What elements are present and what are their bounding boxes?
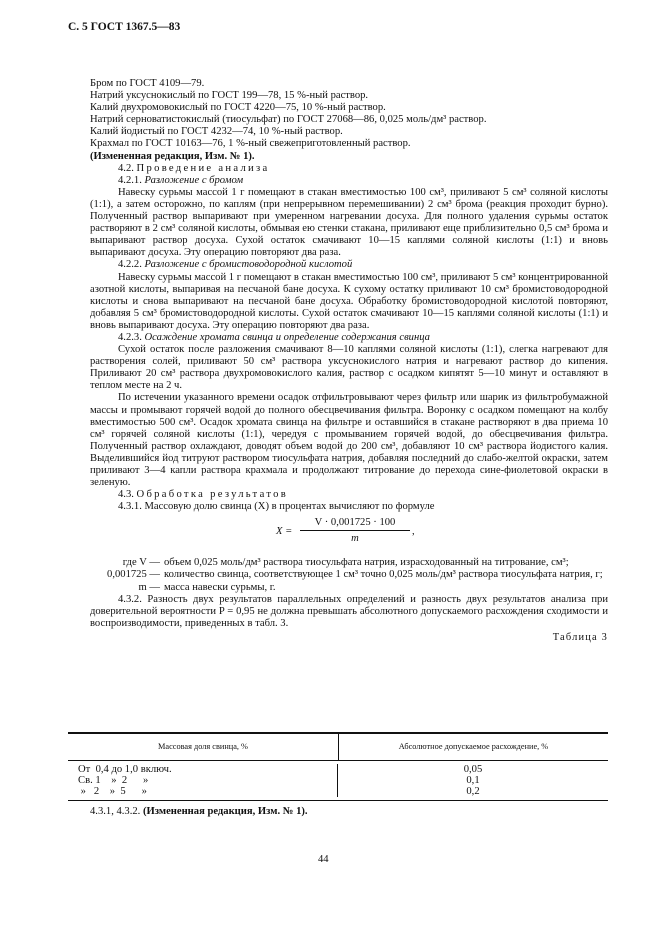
edition-note: (Измененная редакция, Изм. № 1). xyxy=(142,806,308,817)
reagent-item: Натрий серноватистокислый (тиосульфат) по ГОСТ 27068—86, 0,025 моль/дм³ раствор. xyxy=(90,114,487,126)
section-number: 4.2.3. xyxy=(118,331,142,343)
reagent-item: Крахмал по ГОСТ 10163—76, 1 %-ный свежеприготовленный раствор. xyxy=(90,138,411,150)
section-title: Проведение анализа xyxy=(136,162,270,174)
section-4-2-3-text-2: По истечении указанного времени осадок отфильтровывают через фильтр или шарик из фильтробумажной массы и промывают горячей водой до полного обесцвечивания фильтра. Воронку с осадком помещают на колбу вместимостью 500 см³. Осадок хромата свинца на фильтре и оставшийся в стакане растворяют в два приема 10 см³ горячей соляной кислоты (1:1), чередуя с промыванием горячей водой, до обесцвечивания фильтра. Полученный раствор охлаждают, доводят объем водой до 200 см³, добавляют 10 см³ раствора йодистого калия. Выделившийся йод титруют раствором тиосульфата натрия, добавляя последний до слабо-желтой окраски, затем приливают 3—4 капли раствора крахмала и продолжают титрование до перехода сине-фиолетовой окраски в зеленую. xyxy=(90,392,608,489)
table-header-cell: Абсолютное допускаемое расхождение, % xyxy=(398,741,549,751)
section-number: 4.2. xyxy=(118,162,134,174)
section-number: 4.2.1. xyxy=(118,174,142,186)
table-header-row xyxy=(68,734,608,761)
reagent-item: Натрий уксуснокислый по ГОСТ 199—78, 15 %-ный раствор. xyxy=(90,90,369,102)
definition-item xyxy=(90,582,608,594)
reagent-item: Калий двухромовокислый по ГОСТ 4220—75, 10 %-ный раствор. xyxy=(90,102,386,114)
table-cell: От 0,4 до 1,0 включ. xyxy=(78,764,172,775)
edition-note-footer xyxy=(90,806,308,818)
formula-numerator: V · 0,001725 · 100 xyxy=(300,517,410,531)
table-body xyxy=(68,761,608,801)
section-4-2-1-text: Навеску сурьмы массой 1 г помещают в стакан вместимостью 100 см³, приливают 5 см³ соляной кислоты (1:1), а затем осторожно, по каплям (при непрерывном перемешивании) 2 см³ брома (реакция проходит бурно). Полученный раствор выпаривают при умеренном нагревании досуха. Для полного удаления сурьмы остаток растворяют в 2 см³ соляной кислоты, обмывая ею стенки стакана, приливают еще приблизительно 0,5 см³ брома и выпаривают раствор досуха. Сухой остаток смачивают 10—15 каплями соляной кислоты (1:1) и вновь выпаривают досуха. Эту операцию повторяют два раза. xyxy=(90,186,608,259)
section-4-2-1-heading xyxy=(90,175,608,187)
section-title: Разложение с бромистоводородной кислотой xyxy=(144,259,353,271)
formula-lhs: X = xyxy=(276,526,293,538)
section-title: Разложение с бромом xyxy=(144,174,244,186)
section-numbers: 4.3.1, 4.3.2. xyxy=(90,806,141,817)
definition-text: объем 0,025 моль/дм³ раствора тиосульфата натрия, израсходованный на титрование, см³; xyxy=(164,557,569,569)
reagent-item: Бром по ГОСТ 4109—79. xyxy=(90,78,205,89)
formula-tail: , xyxy=(412,526,415,538)
section-title: Осаждение хромата свинца и определение содержания свинца xyxy=(144,331,430,343)
table-cell: » 2 » 5 » xyxy=(78,786,147,797)
definition-text: количество свинца, соответствующее 1 см³ точно 0,025 моль/дм³ раствора тиосульфата натрия, г; xyxy=(164,569,603,581)
section-4-2-3-heading xyxy=(90,332,608,344)
table-caption: Таблица 3 xyxy=(552,631,608,643)
section-4-3-2-text: 4.3.2. Разность двух результатов параллельных определений и разность двух результатов анализа при доверительной вероятности P = 0,95 не должна превышать абсолютного допускаемого расхождения сходимости и воспроизводимости, приведенных в табл. 3. xyxy=(90,593,608,629)
section-4-2-2-text: Навеску сурьмы массой 1 г помещают в стакан вместимостью 100 см³, приливают 5 см³ концентрированной азотной кислоты, выпаривая на песчаной бане досуха. К сухому остатку приливают 10 см³ бромистоводородной кислоты и снова выпаривают на песчаной бане досуха. Обработку бромистоводородной кислотой повторяют, добавляя 5 см³ бромистоводородной кислоты. Сухой остаток смачивают 10—15 каплями соляной кислоты (1:1) и вновь выпаривают досуха. Эту операцию повторяют два раза. xyxy=(90,271,608,331)
document-body xyxy=(90,78,608,644)
definition-term: 0,001725 — xyxy=(107,569,160,581)
table-column-value xyxy=(338,764,608,797)
section-4-2-heading xyxy=(90,163,608,175)
section-number: 4.3. xyxy=(118,489,134,501)
section-4-2-3-text-1: Сухой остаток после разложения смачивают 8—10 каплями соляной кислоты (1:1), слегка нагревают для растворения солей, приливают 50 см³ раствора уксуснокислого натрия и нагревают раствор до кипения. Приливают 20 см³ раствора двухромовокислого калия, раствор с осадком кипятят 5—10 минут и оставляют в теплом месте на 2 ч. xyxy=(90,344,608,392)
page-number: 44 xyxy=(318,854,329,865)
table-column-range xyxy=(68,764,338,797)
table-cell: Св. 1 » 2 » xyxy=(78,775,149,786)
definition-term: m — xyxy=(138,581,160,593)
definition-text: масса навески сурьмы, г. xyxy=(164,581,276,593)
formula-definitions xyxy=(90,557,608,593)
definition-term: где V — xyxy=(122,557,160,569)
table-3 xyxy=(68,732,608,801)
table-header-cell: Массовая доля свинца, % xyxy=(68,734,339,760)
formula-fraction xyxy=(300,517,410,545)
formula xyxy=(90,515,608,551)
page-header: С. 5 ГОСТ 1367.5—83 xyxy=(68,21,181,33)
section-4-2-2-heading xyxy=(90,259,608,271)
section-4-3-heading xyxy=(90,489,608,501)
table-cell: 0,1 xyxy=(466,775,480,786)
table-cell: 0,2 xyxy=(466,786,480,797)
formula-denominator: m xyxy=(351,533,359,545)
edition-note: (Измененная редакция, Изм. № 1). xyxy=(90,150,255,162)
definition-item xyxy=(90,569,608,581)
table-cell: 0,05 xyxy=(463,764,483,775)
section-number: 4.2.2. xyxy=(118,259,142,271)
reagent-item: Калий йодистый по ГОСТ 4232—74, 10 %-ный раствор. xyxy=(90,126,343,138)
section-4-3-1-text: 4.3.1. Массовую долю свинца (X) в процентах вычисляют по формуле xyxy=(118,501,435,513)
section-title: Обработка результатов xyxy=(136,489,289,501)
definition-item xyxy=(90,557,608,569)
